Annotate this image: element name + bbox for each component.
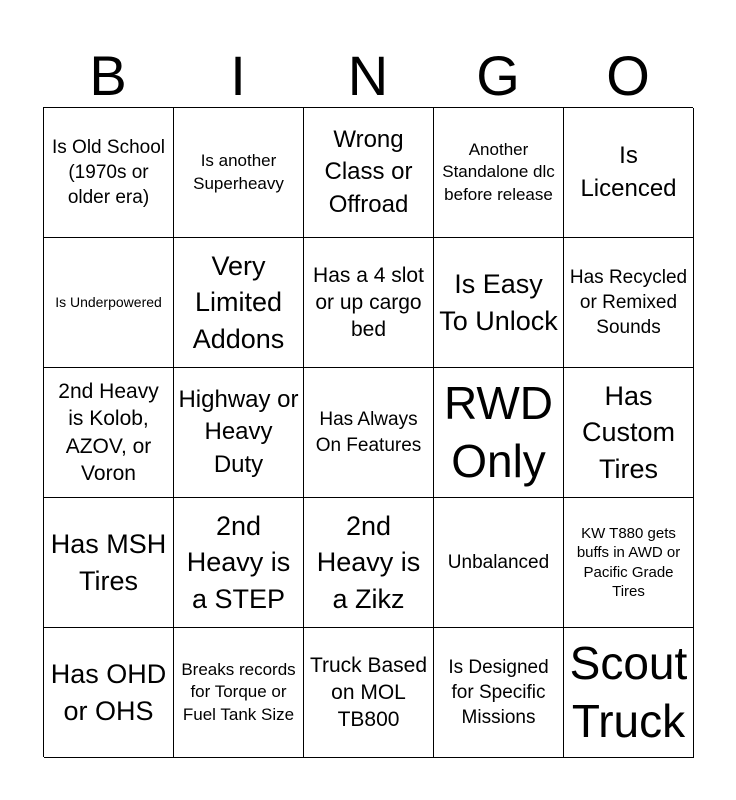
bingo-cell-text: Has MSH Tires xyxy=(50,529,167,596)
bingo-header xyxy=(43,44,693,108)
header-letter-g: G xyxy=(476,44,520,107)
bingo-cell[interactable] xyxy=(304,368,434,498)
bingo-cell[interactable] xyxy=(564,368,694,498)
bingo-cell-text: Is Easy To Unlock xyxy=(439,269,558,336)
header-letter-b: B xyxy=(89,44,127,107)
bingo-cell-text: RWD Only xyxy=(443,377,554,487)
bingo-cell-text: Is Licenced xyxy=(580,142,677,202)
bingo-cell-text: Another Standalone dlc before release xyxy=(442,140,555,204)
bingo-cell[interactable] xyxy=(434,628,564,758)
bingo-cell-text: Is Designed for Specific Missions xyxy=(448,656,549,729)
header-letter-o: O xyxy=(606,44,650,107)
bingo-grid xyxy=(43,107,693,757)
bingo-cell[interactable] xyxy=(174,498,304,628)
bingo-cell[interactable] xyxy=(44,368,174,498)
bingo-cell-text: Has Recycled or Remixed Sounds xyxy=(569,266,688,339)
bingo-cell[interactable] xyxy=(304,628,434,758)
header-letter-n: N xyxy=(347,44,389,107)
bingo-cell-text: Truck Based on MOL TB800 xyxy=(309,653,428,732)
bingo-cell-text: 2nd Heavy is a Zikz xyxy=(316,510,421,614)
bingo-cell-text: Unbalanced xyxy=(447,551,550,573)
bingo-cell-text: Scout Truck xyxy=(569,637,688,747)
bingo-cell-text: Highway or Heavy Duty xyxy=(178,385,299,478)
bingo-cell[interactable] xyxy=(564,498,694,628)
bingo-cell-text: Has a 4 slot or up cargo bed xyxy=(313,263,424,342)
bingo-cell[interactable] xyxy=(304,108,434,238)
bingo-cell-text: Breaks records for Torque or Fuel Tank Size xyxy=(181,660,296,724)
bingo-cell[interactable] xyxy=(174,238,304,368)
bingo-cell[interactable] xyxy=(564,238,694,368)
bingo-cell[interactable] xyxy=(44,108,174,238)
bingo-cell[interactable] xyxy=(564,108,694,238)
bingo-cell-text: Very Limited Addons xyxy=(192,250,285,354)
bingo-cell-text: KW T880 gets buffs in AWD or Pacific Grade Tires xyxy=(576,524,681,600)
bingo-cell-text: 2nd Heavy is Kolob, AZOV, or Voron xyxy=(58,379,159,485)
bingo-cell[interactable] xyxy=(434,368,564,498)
bingo-cell[interactable] xyxy=(304,498,434,628)
bingo-cell[interactable] xyxy=(174,368,304,498)
bingo-cell[interactable] xyxy=(44,498,174,628)
bingo-cell[interactable] xyxy=(304,238,434,368)
bingo-cell-text: Is Underpowered xyxy=(55,294,162,310)
bingo-cell-text: Wrong Class or Offroad xyxy=(324,125,413,218)
bingo-cell[interactable] xyxy=(174,628,304,758)
bingo-cell[interactable] xyxy=(434,498,564,628)
bingo-cell[interactable] xyxy=(564,628,694,758)
bingo-cell-text: Is another Superheavy xyxy=(193,151,284,193)
bingo-cell-text: Has Custom Tires xyxy=(581,380,676,484)
bingo-cell[interactable] xyxy=(174,108,304,238)
bingo-cell[interactable] xyxy=(44,238,174,368)
bingo-cell-text: Is Old School (1970s or older era) xyxy=(52,136,165,209)
bingo-cell-text: Has Always On Features xyxy=(315,409,422,456)
bingo-cell[interactable] xyxy=(44,628,174,758)
bingo-cell[interactable] xyxy=(434,238,564,368)
bingo-cell-text: Has OHD or OHS xyxy=(50,659,167,726)
bingo-cell-text: 2nd Heavy is a STEP xyxy=(186,510,291,614)
bingo-cell[interactable] xyxy=(434,108,564,238)
header-letter-i: I xyxy=(230,44,246,107)
